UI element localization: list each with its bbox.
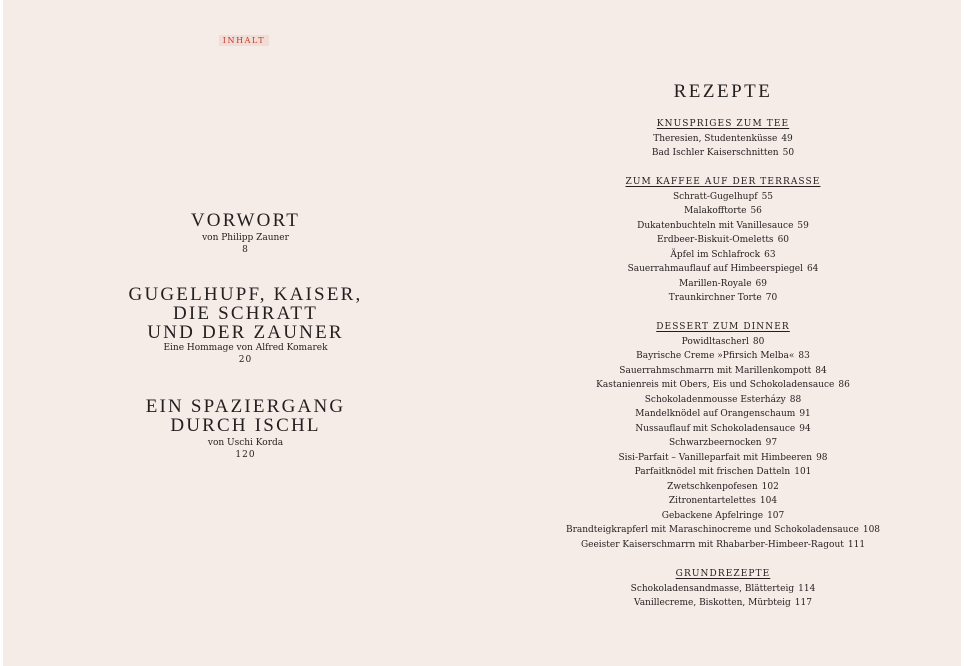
recipe-entry[interactable]: Nussauflauf mit Schokoladensauce 94 [635, 423, 811, 434]
section-knuspriges [523, 117, 923, 161]
section-dessert [523, 320, 923, 552]
recipe-entry[interactable]: Zitronentartelettes 104 [668, 496, 778, 506]
recipe-entry[interactable]: Sauerrahmauflauf auf Himbeerspiegel 64 [627, 264, 819, 274]
vorwort-entry[interactable] [43, 211, 448, 256]
vorwort-page: 8 [242, 245, 249, 255]
recipe-entry[interactable]: Theresien, Studentenküsse 49 [653, 133, 793, 144]
recipe-entry[interactable]: Mandelknödel auf Orangenschaum 91 [635, 409, 811, 419]
recipe-entry[interactable]: Zwetschkenpofesen 102 [667, 481, 779, 492]
recipe-entry[interactable]: Geeister Kaiserschmarrn mit Rhabarber-Himbeer-Ragout 111 [580, 539, 866, 550]
recipe-entry[interactable]: Sauerrahmschmarrn mit Marillenkompott 84 [619, 365, 827, 376]
section-grundrezepte [523, 567, 923, 611]
vorwort-author: von Philipp Zauner [202, 233, 289, 243]
recipe-entry[interactable]: Vanillecreme, Biskotten, Mürbteig 117 [634, 598, 812, 608]
gugelhupf-title-line: DIE SCHRATT [172, 303, 319, 324]
recipe-entry[interactable]: Bayrische Creme »Pfirsich Melba« 83 [636, 351, 810, 361]
recipe-entry[interactable]: Brandteigkrapferl mit Maraschinocreme und Schokoladensauce 108 [565, 525, 881, 535]
recipe-entry[interactable]: Gebackene Apfelringe 107 [661, 510, 785, 521]
recipe-entry[interactable]: Malakofftorte 56 [684, 206, 762, 216]
recipe-entry[interactable]: Dukatenbuchteln mit Vanillesauce 59 [637, 220, 809, 231]
gugelhupf-title-line: GUGELHUPF, KAISER, [128, 284, 363, 305]
recipe-entry[interactable]: Äpfel im Schlafrock 63 [670, 249, 776, 260]
recipe-entry[interactable]: Schratt-Gugelhupf 55 [672, 191, 774, 202]
recipe-entry[interactable]: Schokoladenmousse Esterházy 88 [644, 394, 802, 405]
rezepte-title: REZEPTE [673, 81, 773, 102]
recipe-entry[interactable]: Marillen-Royale 69 [679, 278, 767, 289]
vorwort-title: VORWORT [190, 210, 301, 231]
spaziergang-author: von Uschi Korda [207, 438, 284, 448]
section-heading: GRUNDREZEPTE [675, 569, 771, 579]
section-label: INHALT [219, 35, 269, 46]
spaziergang-entry[interactable] [43, 397, 448, 461]
spaziergang-page: 120 [235, 450, 256, 460]
book-spread [3, 0, 961, 666]
recipe-entry[interactable]: Bad Ischler Kaiserschnitten 50 [651, 148, 795, 158]
recipe-entry[interactable]: Powidltascherl 80 [681, 336, 765, 347]
gugelhupf-title-line: UND DER ZAUNER [147, 322, 344, 343]
recipe-entry[interactable]: Erdbeer-Biskuit-Omeletts 60 [656, 235, 790, 245]
recipe-entry[interactable]: Traunkirchner Torte 70 [668, 293, 778, 303]
recipe-entry[interactable]: Sisi-Parfait – Vanilleparfait mit Himbeeren 98 [618, 452, 828, 463]
recipe-entry[interactable]: Kastanienreis mit Obers, Eis und Schokoladensauce 86 [596, 380, 850, 390]
recipe-entry[interactable]: Schwarzbeernocken 97 [668, 438, 778, 448]
section-heading: DESSERT ZUM DINNER [656, 322, 790, 332]
gugelhupf-page: 20 [238, 355, 253, 365]
section-kaffee [523, 175, 923, 306]
gugelhupf-entry[interactable] [43, 285, 448, 366]
section-heading: ZUM KAFFEE AUF DER TERRASSE [625, 177, 821, 187]
recipe-entry[interactable]: Schokoladensandmasse, Blätterteig 114 [630, 583, 816, 594]
section-heading: KNUSPRIGES ZUM TEE [656, 119, 790, 129]
spaziergang-title-line: DURCH ISCHL [170, 415, 321, 436]
gugelhupf-author: Eine Hommage von Alfred Komarek [163, 343, 328, 353]
recipe-entry[interactable]: Parfaitknödel mit frischen Datteln 101 [634, 467, 812, 477]
spaziergang-title-line: EIN SPAZIERGANG [145, 396, 346, 417]
